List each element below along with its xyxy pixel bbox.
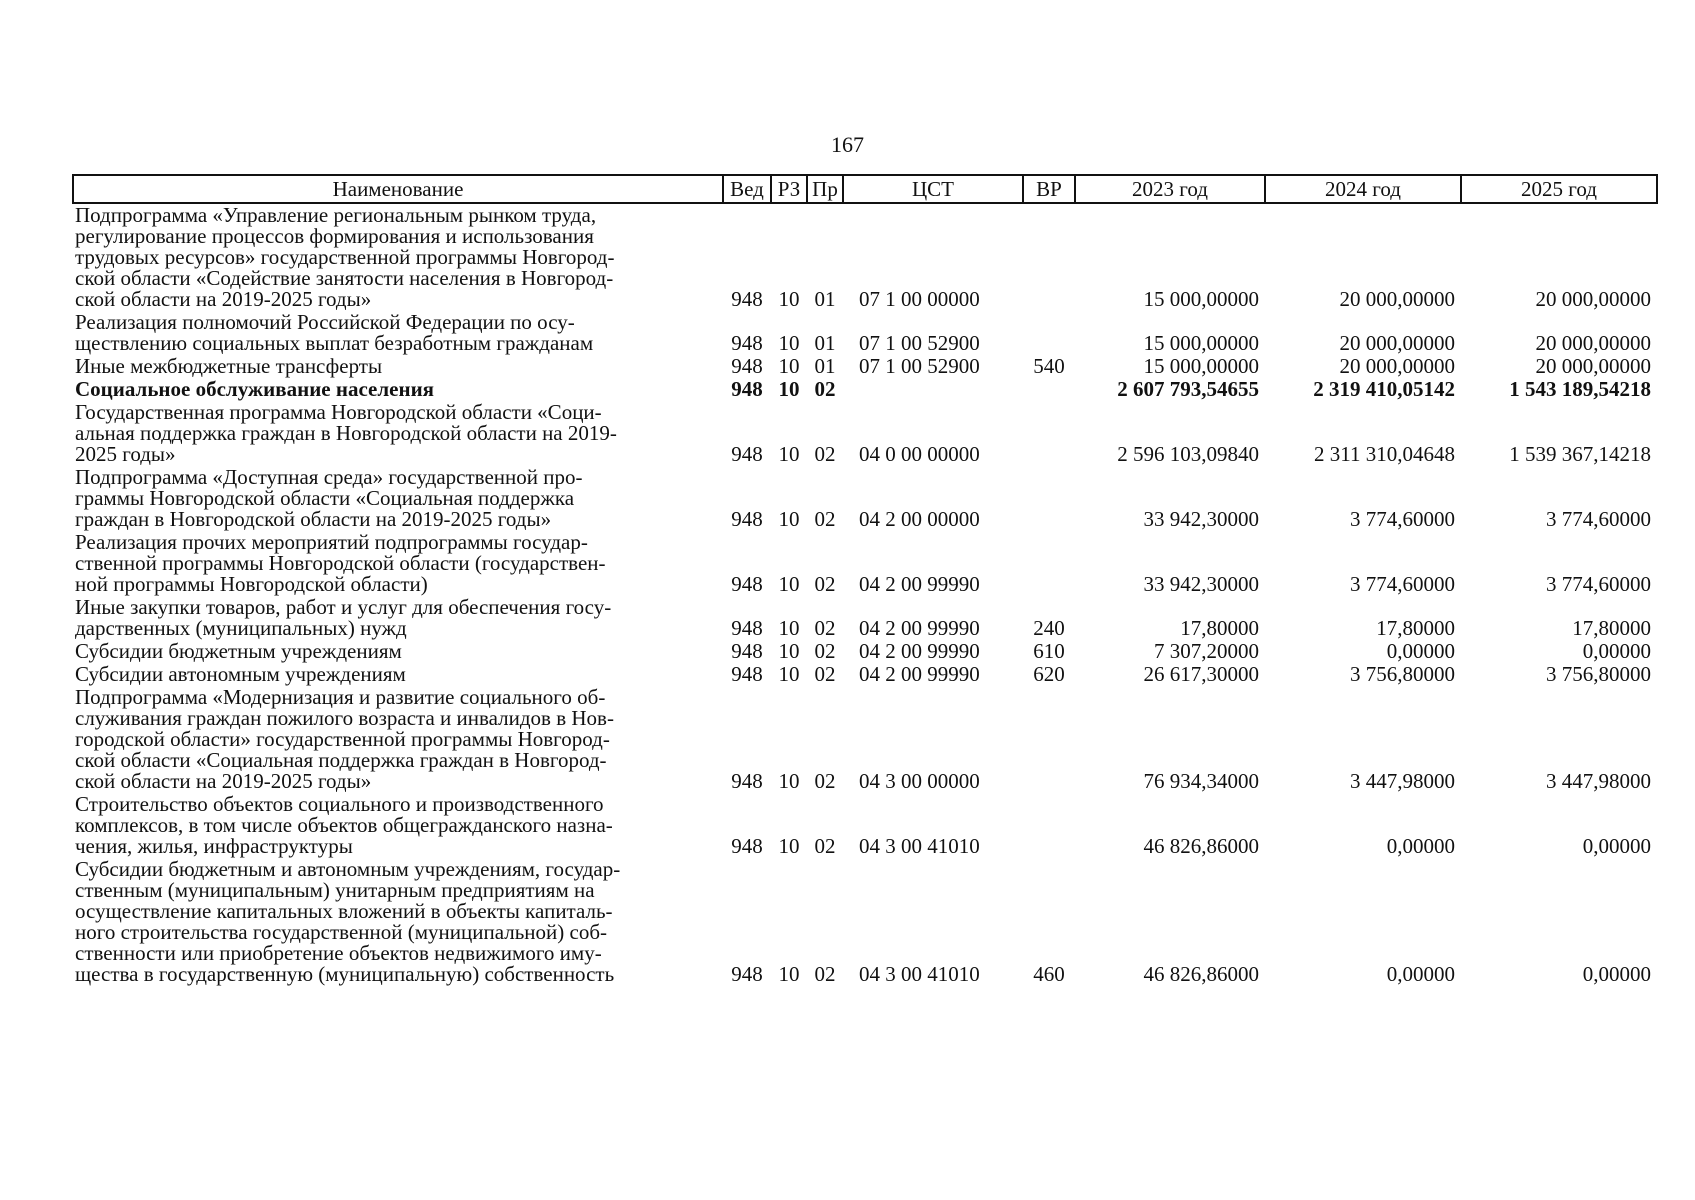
row-vr: 460 bbox=[1033, 962, 1065, 986]
column-header-2025: 2025 год bbox=[1461, 175, 1657, 203]
row-rz: 10 bbox=[778, 616, 800, 640]
row-name: Субсидии бюджетным и автономным учреждениям, государ- ственным (муниципальным) унитарным предприятиям на осуществление капитальных вложений в объекты капиталь- ного строительства государственной (муниципальной) соб- ственности или приобретение объектов недвижимого иму- щества в государственную (муниципальную) собственность bbox=[75, 857, 621, 986]
row-2023: 17,80000 bbox=[1180, 616, 1259, 640]
row-2023: 15 000,00000 bbox=[1143, 331, 1259, 355]
row-2023: 15 000,00000 bbox=[1143, 287, 1259, 311]
table-row bbox=[73, 355, 1657, 378]
row-ved: 948 bbox=[731, 572, 763, 596]
row-2023: 33 942,30000 bbox=[1143, 572, 1259, 596]
row-pr: 02 bbox=[814, 507, 836, 531]
row-cst: 07 1 00 00000 bbox=[859, 287, 980, 311]
row-2024: 3 756,80000 bbox=[1350, 662, 1455, 686]
table-row bbox=[73, 640, 1657, 663]
row-rz: 10 bbox=[778, 507, 800, 531]
table-row bbox=[73, 858, 1657, 986]
column-header-ved: Вед bbox=[723, 175, 771, 203]
row-2023: 7 307,20000 bbox=[1154, 639, 1259, 663]
row-2024: 3 774,60000 bbox=[1350, 572, 1455, 596]
row-name: Реализация прочих мероприятий подпрограммы государ- ственной программы Новгородской области (государствен- ной программы Новгородской области) bbox=[75, 530, 606, 596]
row-ved: 948 bbox=[731, 769, 763, 793]
row-ved: 948 bbox=[731, 834, 763, 858]
row-rz: 10 bbox=[778, 639, 800, 663]
row-name: Подпрограмма «Управление региональным рынком труда, регулирование процессов формирования и использования трудовых ресурсов» государственной программы Новгород- ской области «Содействие занятости населения в Новгород- ской области на 2019-2025 годы» bbox=[75, 203, 615, 311]
row-cst: 04 3 00 41010 bbox=[859, 962, 980, 986]
row-vr bbox=[1023, 466, 1075, 531]
row-2025: 20 000,00000 bbox=[1535, 287, 1651, 311]
row-2025: 3 447,98000 bbox=[1546, 769, 1651, 793]
table-row bbox=[73, 531, 1657, 596]
table-row bbox=[73, 203, 1657, 311]
column-header-vr: ВР bbox=[1023, 175, 1075, 203]
row-vr bbox=[1023, 686, 1075, 793]
row-vr bbox=[1023, 793, 1075, 858]
row-ved: 948 bbox=[731, 507, 763, 531]
row-ved: 948 bbox=[731, 331, 763, 355]
row-pr: 02 bbox=[814, 662, 836, 686]
row-2023: 46 826,86000 bbox=[1143, 962, 1259, 986]
row-rz: 10 bbox=[778, 354, 800, 378]
row-rz: 10 bbox=[778, 377, 800, 401]
row-ved: 948 bbox=[731, 662, 763, 686]
row-2024: 17,80000 bbox=[1376, 616, 1455, 640]
row-name: Социальное обслуживание населения bbox=[75, 377, 435, 401]
row-rz: 10 bbox=[778, 331, 800, 355]
table-row bbox=[73, 311, 1657, 355]
row-2024: 0,00000 bbox=[1386, 962, 1455, 986]
row-ved: 948 bbox=[731, 639, 763, 663]
row-vr bbox=[1023, 531, 1075, 596]
table-row-section-total bbox=[73, 378, 1657, 401]
row-2023: 2 607 793,54655 bbox=[1117, 377, 1259, 401]
row-ved: 948 bbox=[731, 442, 763, 466]
row-rz: 10 bbox=[778, 834, 800, 858]
row-ved: 948 bbox=[731, 616, 763, 640]
row-cst: 04 2 00 99990 bbox=[859, 662, 980, 686]
row-2024: 20 000,00000 bbox=[1339, 331, 1455, 355]
row-2024: 3 447,98000 bbox=[1350, 769, 1455, 793]
row-rz: 10 bbox=[778, 442, 800, 466]
page-number: 167 bbox=[831, 132, 864, 157]
row-cst: 04 3 00 00000 bbox=[859, 769, 980, 793]
row-2023: 15 000,00000 bbox=[1143, 354, 1259, 378]
row-cst: 07 1 00 52900 bbox=[859, 331, 980, 355]
row-name: Подпрограмма «Доступная среда» государственной про- граммы Новгородской области «Социальная поддержка граждан в Новгородской области на 2019-2025 годы» bbox=[75, 465, 583, 531]
row-pr: 01 bbox=[814, 354, 836, 378]
row-2025: 0,00000 bbox=[1582, 962, 1651, 986]
row-2024: 0,00000 bbox=[1386, 639, 1455, 663]
row-name: Субсидии автономным учреждениям bbox=[75, 662, 406, 686]
row-2025: 20 000,00000 bbox=[1535, 331, 1651, 355]
column-header-cst: ЦСТ bbox=[843, 175, 1023, 203]
row-2025: 17,80000 bbox=[1572, 616, 1651, 640]
row-name: Иные закупки товаров, работ и услуг для обеспечения госу- дарственных (муниципальных) нужд bbox=[75, 595, 612, 640]
row-2024: 3 774,60000 bbox=[1350, 507, 1455, 531]
table-row bbox=[73, 663, 1657, 686]
row-2025: 1 543 189,54218 bbox=[1509, 377, 1651, 401]
row-2025: 3 774,60000 bbox=[1546, 572, 1651, 596]
row-ved: 948 bbox=[731, 377, 763, 401]
row-pr: 02 bbox=[814, 769, 836, 793]
row-pr: 02 bbox=[814, 442, 836, 466]
row-vr bbox=[1023, 378, 1075, 401]
row-2025: 20 000,00000 bbox=[1535, 354, 1651, 378]
row-2023: 33 942,30000 bbox=[1143, 507, 1259, 531]
column-header-2023: 2023 год bbox=[1075, 175, 1265, 203]
row-2025: 1 539 367,14218 bbox=[1509, 442, 1651, 466]
row-2023: 26 617,30000 bbox=[1143, 662, 1259, 686]
table-row bbox=[73, 793, 1657, 858]
row-cst: 04 2 00 00000 bbox=[859, 507, 980, 531]
row-2025: 3 774,60000 bbox=[1546, 507, 1651, 531]
row-pr: 01 bbox=[814, 287, 836, 311]
row-pr: 02 bbox=[814, 639, 836, 663]
row-cst: 04 3 00 41010 bbox=[859, 834, 980, 858]
row-vr bbox=[1023, 311, 1075, 355]
row-name: Иные межбюджетные трансферты bbox=[75, 354, 383, 378]
row-rz: 10 bbox=[778, 662, 800, 686]
row-vr: 610 bbox=[1033, 639, 1065, 663]
table-row bbox=[73, 686, 1657, 793]
row-vr bbox=[1023, 203, 1075, 311]
row-pr: 02 bbox=[814, 377, 836, 401]
column-header-rz: РЗ bbox=[771, 175, 807, 203]
row-cst: 04 2 00 99990 bbox=[859, 639, 980, 663]
table-row bbox=[73, 466, 1657, 531]
row-vr: 540 bbox=[1033, 354, 1065, 378]
table-header-row bbox=[73, 175, 1657, 203]
table-row bbox=[73, 401, 1657, 466]
table-body bbox=[73, 203, 1657, 986]
row-name: Реализация полномочий Российской Федерации по осу- ществлению социальных выплат безработным гражданам bbox=[75, 310, 594, 355]
row-rz: 10 bbox=[778, 962, 800, 986]
row-vr bbox=[1023, 401, 1075, 466]
row-rz: 10 bbox=[778, 572, 800, 596]
row-pr: 02 bbox=[814, 572, 836, 596]
column-header-2024: 2024 год bbox=[1265, 175, 1461, 203]
row-name: Субсидии бюджетным учреждениям bbox=[75, 639, 402, 663]
row-rz: 10 bbox=[778, 287, 800, 311]
row-cst: 04 0 00 00000 bbox=[859, 442, 980, 466]
row-name: Строительство объектов социального и производственного комплексов, в том числе объектов общегражданского назна- чения, жилья, инфраструктуры bbox=[75, 792, 613, 858]
row-2025: 0,00000 bbox=[1582, 639, 1651, 663]
row-vr: 620 bbox=[1033, 662, 1065, 686]
row-cst: 04 2 00 99990 bbox=[859, 616, 980, 640]
row-pr: 02 bbox=[814, 616, 836, 640]
row-pr: 02 bbox=[814, 834, 836, 858]
row-2023: 46 826,86000 bbox=[1143, 834, 1259, 858]
row-2024: 2 311 310,04648 bbox=[1314, 442, 1455, 466]
row-pr: 02 bbox=[814, 962, 836, 986]
row-cst: 07 1 00 52900 bbox=[859, 354, 980, 378]
row-name: Государственная программа Новгородской области «Соци- альная поддержка граждан в Новгородской области на 2019- 2025 годы» bbox=[75, 400, 617, 466]
row-ved: 948 bbox=[731, 354, 763, 378]
row-2023: 76 934,34000 bbox=[1143, 769, 1259, 793]
row-2023: 2 596 103,09840 bbox=[1117, 442, 1259, 466]
row-2024: 2 319 410,05142 bbox=[1313, 377, 1455, 401]
row-name: Подпрограмма «Модернизация и развитие социального об- служивания граждан пожилого возраста и инвалидов в Нов- городской области» государственной программы Новгород- ской области «Социальная поддержка граждан в Новгород- ской области на 2019-2025 годы» bbox=[75, 685, 614, 793]
row-cst bbox=[843, 378, 1023, 401]
row-cst: 04 2 00 99990 bbox=[859, 572, 980, 596]
row-2024: 20 000,00000 bbox=[1339, 287, 1455, 311]
row-ved: 948 bbox=[731, 287, 763, 311]
row-2024: 20 000,00000 bbox=[1339, 354, 1455, 378]
column-header-pr: Пр bbox=[807, 175, 843, 203]
row-2025: 3 756,80000 bbox=[1546, 662, 1651, 686]
row-2025: 0,00000 bbox=[1582, 834, 1651, 858]
row-2024: 0,00000 bbox=[1386, 834, 1455, 858]
row-vr: 240 bbox=[1033, 616, 1065, 640]
column-header-name: Наименование bbox=[73, 175, 723, 203]
budget-table bbox=[72, 174, 1658, 986]
row-pr: 01 bbox=[814, 331, 836, 355]
row-rz: 10 bbox=[778, 769, 800, 793]
row-ved: 948 bbox=[731, 962, 763, 986]
table-row bbox=[73, 596, 1657, 640]
